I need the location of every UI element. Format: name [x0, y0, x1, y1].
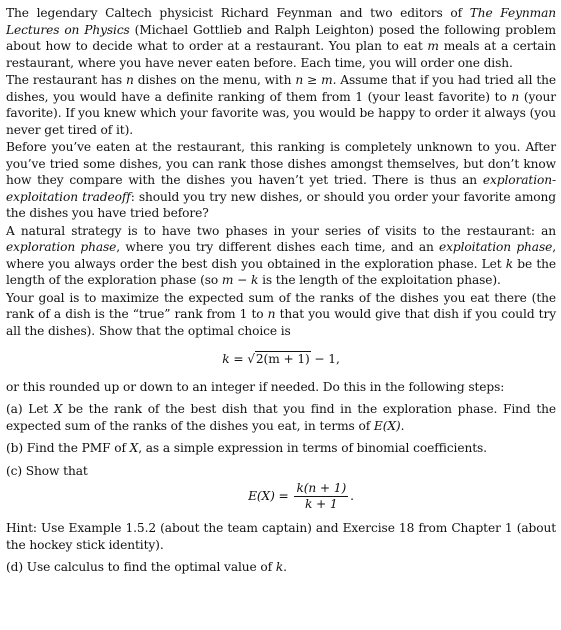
goal-text-2: that you would give that dish if you could try all the dishes). Show that the optimal choice is — [6, 307, 556, 338]
optimal-k-formula — [6, 351, 556, 368]
book-title: The Feynman Lectures on Physics — [6, 6, 556, 37]
formula-rest: − 1, — [310, 352, 340, 366]
part-b-text-1: (b) Find the PMF of — [6, 441, 130, 455]
var-n: n — [511, 89, 520, 104]
tradeoff-text-1: Before you’ve eaten at the restaurant, this ranking is completely unknown to you. After you’ve tried some dishes, you can rank those dishes amongst themselves, but don’t know how they compare with the dishes you haven’t yet tried. There is thus an — [6, 140, 556, 187]
part-d — [6, 559, 556, 576]
fraction-numerator: k(n + 1) — [296, 481, 347, 495]
part-c: (c) Show that — [6, 463, 88, 478]
tradeoff-text-2: : should you try new dishes, or should you order your favorite among the dishes you have tried before? — [6, 189, 556, 220]
part-d-text-2: . — [283, 560, 287, 574]
menu-text-1: The restaurant has — [6, 73, 126, 87]
formula-lhs: k — [222, 352, 230, 366]
part-b-text-2: , as a simple expression in terms of binomial coefficients. — [138, 441, 487, 455]
part-a-text-1: (a) Let — [6, 402, 54, 416]
formula2-end: . — [350, 489, 354, 503]
var-n: n — [125, 73, 134, 87]
menu-text-2: dishes on the menu, with — [133, 73, 296, 87]
strategy-text-5: is the length of the exploitation phase). — [258, 273, 501, 287]
strategy-paragraph — [6, 223, 556, 289]
strategy-text-3: , where you always order the best dish you obtained in the exploration phase. Let — [6, 240, 556, 271]
strategy-text-1: A natural strategy is to have two phases in your series of visits to the restaurant: an — [6, 223, 556, 238]
expectation-formula — [46, 481, 556, 512]
part-b — [6, 440, 556, 457]
var-k: k — [505, 256, 514, 271]
var-m: m — [427, 39, 439, 53]
hint: Hint: Use Example 1.5.2 (about the team captain) and Exercise 18 from Chapter 1 (about the hockey stick identity). — [6, 521, 556, 552]
part-a-text-2: be the rank of the best dish that you find in the exploration phase. Find the expected sum of the ranks of the dishes you eat, in terms of — [6, 402, 556, 433]
var-n: n — [267, 307, 276, 321]
var-k: k — [275, 560, 284, 574]
var-X: X — [53, 402, 63, 416]
steps-intro: or this rounded up or down to an integer if needed. Do this in the following steps: — [6, 379, 505, 394]
expr-m-minus-k: m − k — [221, 273, 259, 287]
intro-paragraph — [6, 5, 556, 71]
goal-paragraph — [6, 290, 556, 340]
formula2-lhs: E(X) = — [248, 489, 293, 503]
formula-eq: = — [229, 352, 248, 366]
tradeoff-paragraph — [6, 139, 556, 222]
menu-text-3: . Assume that if you had tried all the dishes, you would have a definite ranking of them from 1 (your least favorite) to — [6, 73, 556, 104]
expectation-EX: E(X) — [373, 418, 401, 433]
intro-text-2: (Michael Gottlieb and Ralph Leighton) posed the following problem about how to decide what to order at a restaurant. You plan to eat — [6, 22, 557, 53]
radicand: 2(m + 1) — [255, 352, 310, 366]
exploitation-term: exploitation phase — [439, 240, 553, 254]
problem-text — [6, 5, 556, 577]
part-a — [6, 401, 556, 434]
tradeoff-term: exploration-exploitation tradeoff — [6, 173, 556, 204]
menu-paragraph — [6, 72, 556, 138]
strategy-text-4: be the length of the exploration phase (so — [6, 256, 556, 287]
inequality: n ≥ m — [295, 73, 333, 87]
strategy-text-2: , where you try different dishes each time, and an — [116, 240, 440, 254]
exploration-term: exploration phase — [6, 240, 117, 254]
goal-text-1: Your goal is to maximize the expected sum of the ranks of the dishes you eat there (the rank of a dish is the “true” rank from 1 to — [6, 290, 556, 321]
intro-text-1: The legendary Caltech physicist Richard Feynman and two editors of — [6, 6, 470, 20]
part-d-text-1: (d) Use calculus to find the optimal value of — [6, 560, 276, 574]
var-X: X — [129, 441, 139, 455]
menu-text-4: (your favorite). If you knew which your favorite was, you would be happy to order it always (you never get tired of it). — [6, 89, 557, 137]
fraction — [294, 481, 348, 512]
part-a-text-3: . — [400, 418, 405, 433]
sqrt-symbol: √ — [247, 352, 255, 366]
fraction-denominator: k + 1 — [304, 497, 338, 511]
intro-text-3: meals at a certain restaurant, where you have never eaten before. Each time, you will order one dish. — [6, 39, 556, 70]
